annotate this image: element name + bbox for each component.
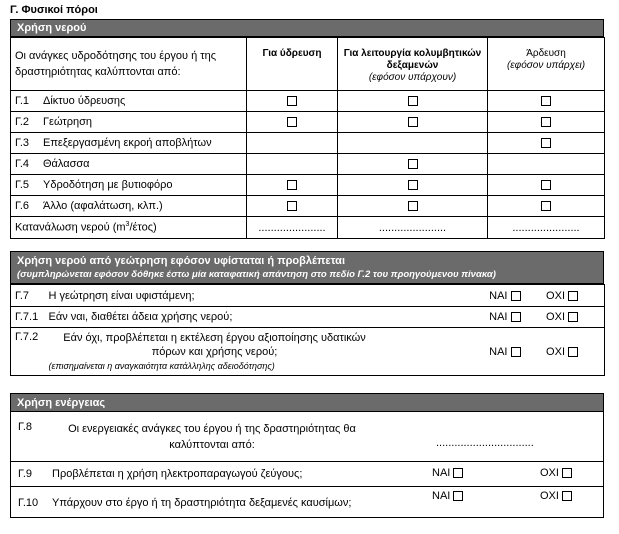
borehole-table [10,284,605,376]
no-label: ΟΧΙ [540,490,559,502]
checkbox-generator-yes[interactable] [453,468,463,478]
checkbox-other-drinking[interactable] [287,201,297,211]
row-code: Γ.10 [18,497,39,509]
row-note: (επισημαίνεται η αναγκαιότητα κατάλληλης αδειοδότησης) [48,361,275,371]
yes-label: ΝΑΙ [489,345,508,358]
checkbox-fuel-tanks-yes[interactable] [453,491,463,501]
energy-header-text: Χρήση ενέργειας [17,397,106,409]
no-label: ΟΧΙ [546,345,565,358]
col-pools-label: Για λειτουργία κολυμβητικών δεξαμενών [343,48,482,71]
col-irrigation-label: Άρδευση [526,48,566,59]
table-row [11,196,605,217]
energy-divider [10,461,604,462]
consumption-label [11,217,247,239]
energy-source-field[interactable]: ................................ [436,437,534,449]
table-row [11,307,605,328]
checkbox-tanker-drinking[interactable] [287,180,297,190]
consumption-suffix: /έτος) [129,221,157,234]
row-text: Θάλασσα [43,158,90,170]
consumption-sup: 3 [125,221,130,229]
checkbox-borehole-pools[interactable] [408,117,418,127]
row-code: Γ.1 [15,95,30,107]
row-label [45,328,425,376]
checkbox-tanker-pools[interactable] [408,180,418,190]
checkbox-network-pools[interactable] [408,96,418,106]
borehole-header-sub: (συμπληρώνεται εφόσον δόθηκε έστω μία καταφατική απάντηση στο πεδίο Γ.2 του προηγούμενου πίνακα) [17,269,496,280]
row-code: Γ.4 [15,158,30,170]
fuel-tanks-yes [432,490,463,502]
row-code: Γ.2 [15,116,30,128]
no-label: ΟΧΙ [540,467,559,479]
row-label [11,133,247,154]
checkbox-network-irrigation[interactable] [541,96,551,106]
checkbox-network-drinking[interactable] [287,96,297,106]
checkbox-borehole-drinking[interactable] [287,117,297,127]
checkbox-fuel-tanks-no[interactable] [562,491,572,501]
checkbox-existing-no[interactable] [568,291,578,301]
table-row [11,112,605,133]
yes-label: ΝΑΙ [432,467,451,479]
row-code: Γ.7.1 [11,307,45,328]
generator-yes [432,467,463,479]
yes-label: ΝΑΙ [432,490,451,502]
table-row [11,91,605,112]
row-text: Εάν ναι, διαθέτει άδεια χρήσης νερού; [45,307,425,328]
row-text: Εάν όχι, προβλέπεται η εκτέλεση έργου αξιοποίησης υδατικών πόρων και χρήσης νερού; [63,332,366,358]
water-use-table [10,37,605,239]
row-text: Οι ενεργειακές ανάγκες του έργου ή της δραστηριότητας θα καλύπτονται από: [68,423,356,451]
col-irrigation [488,38,605,91]
consumption-irrigation-field[interactable]: ...................... [512,221,580,234]
row-label [11,91,247,112]
row-text: Υπάρχουν στο έργο ή τη δραστηριότητα δεξαμενές καυσίμων; [52,497,352,509]
checkbox-other-pools[interactable] [408,201,418,211]
row-label [11,112,247,133]
checkbox-tanker-irrigation[interactable] [541,180,551,190]
row-label [11,196,247,217]
checkbox-borehole-irrigation[interactable] [541,117,551,127]
row-label [11,175,247,196]
row-text: Άλλο (αφαλάτωση, κλπ.) [43,200,163,212]
row-text: Δίκτυο ύδρευσης [43,95,126,107]
checkbox-generator-no[interactable] [562,468,572,478]
col-pools [338,38,488,91]
consumption-label-text: Κατανάλωση νερού (m [15,221,126,234]
row-code: Γ.8 [18,421,33,433]
borehole-header-text: Χρήση νερού από γεώτρηση εφόσον υφίσταται ή προβλέπεται [17,255,346,267]
table-row [11,328,605,376]
section-title: Γ. Φυσικοί πόροι [10,4,98,16]
yes-label: ΝΑΙ [489,289,508,302]
row-code: Γ.7.2 [11,328,45,376]
checkbox-project-yes[interactable] [511,347,521,357]
consumption-drinking-field[interactable]: ...................... [258,221,326,234]
row-label [11,154,247,175]
row-code: Γ.6 [15,200,30,212]
row-text: Προβλέπεται η χρήση ηλεκτροπαραγωγού ζεύγους; [52,468,303,480]
checkbox-sea-pools[interactable] [408,159,418,169]
borehole-header [10,251,604,284]
table-row [11,133,605,154]
water-use-header-text: Χρήση νερού [17,22,87,34]
table-row [11,175,605,196]
table-row [11,154,605,175]
generator-no [540,467,572,479]
checkbox-project-no[interactable] [568,347,578,357]
row-code: Γ.3 [15,137,30,149]
row-text: Γεώτρηση [43,116,93,128]
energy-divider [10,486,604,487]
checkbox-effluent-irrigation[interactable] [541,138,551,148]
row-text: Επεξεργασμένη εκροή αποβλήτων [43,137,212,149]
water-question: Οι ανάγκες υδροδότησης του έργου ή της δραστηριότητας καλύπτονται από: [11,38,247,91]
no-label: ΟΧΙ [546,311,565,323]
no-label: ΟΧΙ [546,289,565,302]
row-text: Η γεώτρηση είναι υφιστάμενη; [45,285,425,307]
row-code: Γ.5 [15,179,30,191]
checkbox-permit-yes[interactable] [511,312,521,322]
table-row [11,285,605,307]
row-text: Υδροδότηση με βυτιοφόρο [43,179,173,191]
checkbox-existing-yes[interactable] [511,291,521,301]
fuel-tanks-no [540,490,572,502]
row-code: Γ.7 [11,285,45,307]
row-code: Γ.9 [18,468,33,480]
yes-label: ΝΑΙ [489,311,508,323]
energy-header [10,393,604,412]
checkbox-permit-no[interactable] [568,312,578,322]
col-drinking-water: Για ύδρευση [247,38,338,91]
col-irrigation-note: (εφόσον υπάρχει) [506,60,586,71]
consumption-pools-field[interactable]: ...................... [378,221,447,234]
checkbox-other-irrigation[interactable] [541,201,551,211]
consumption-row [11,217,605,239]
col-pools-note: (εφόσον υπάρχουν) [368,72,457,83]
water-use-header [10,19,604,37]
